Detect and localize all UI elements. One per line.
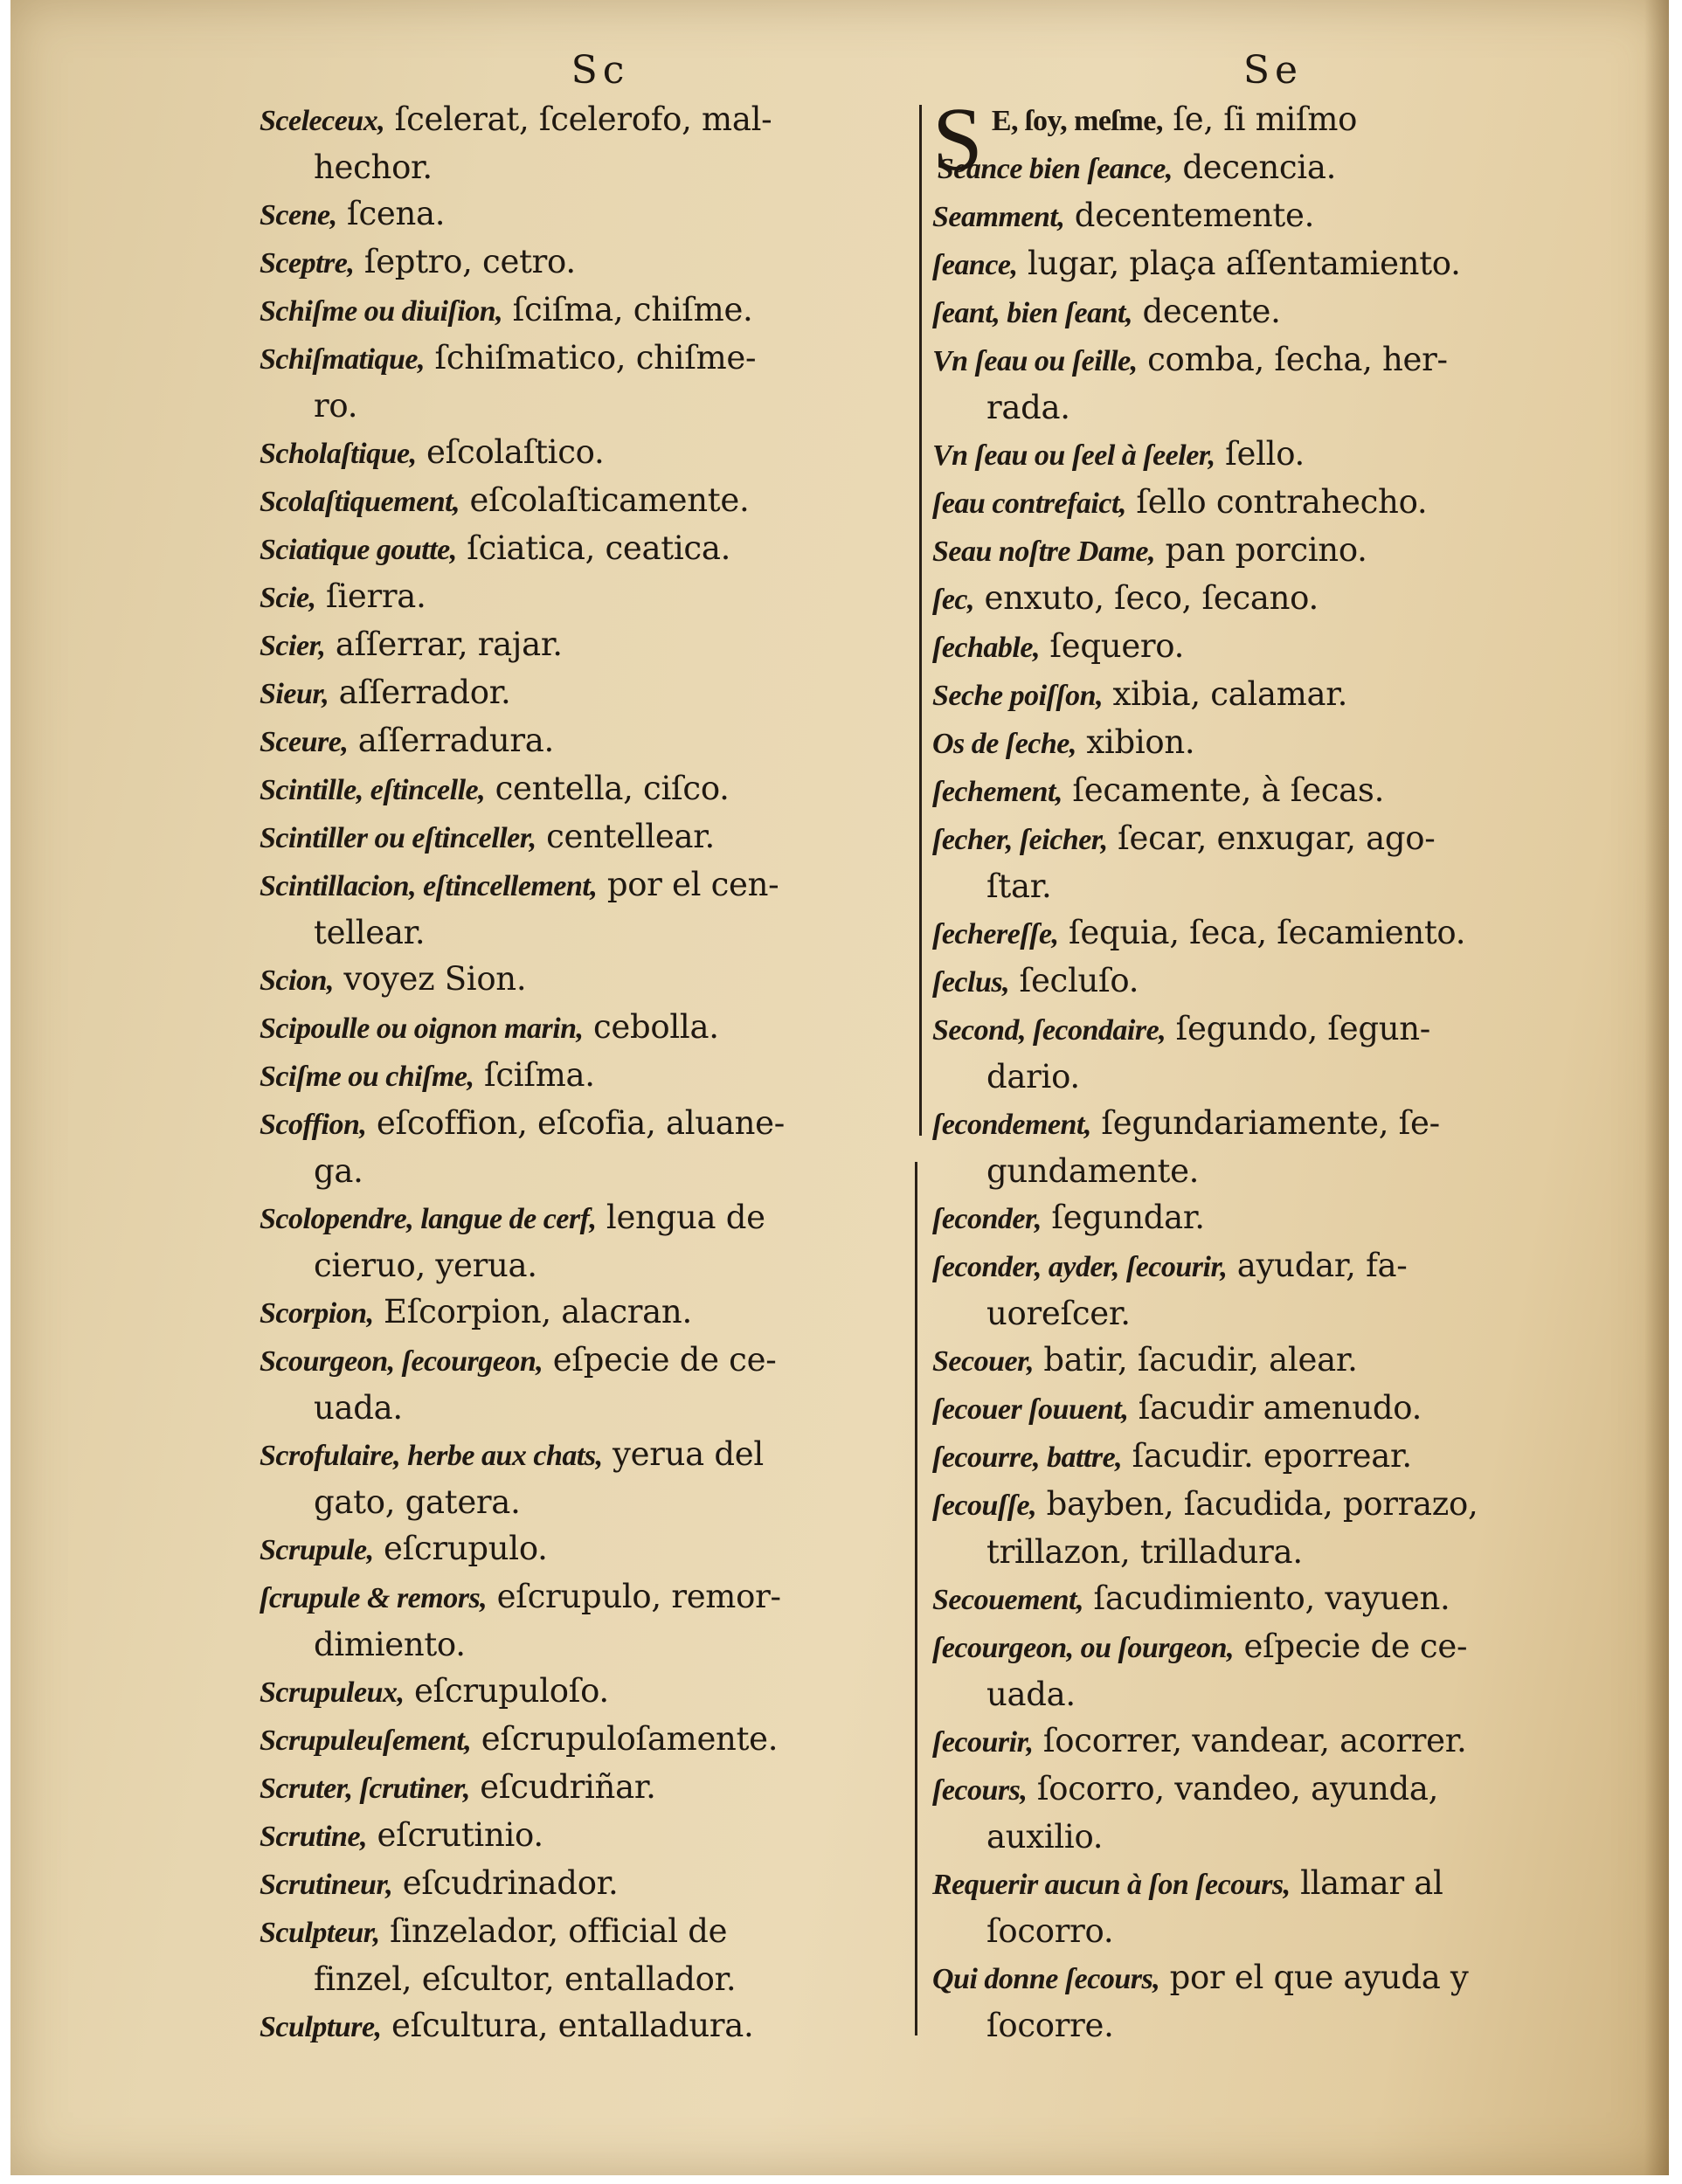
dictionary-entry	[260, 861, 941, 956]
dictionary-entry	[260, 621, 941, 669]
dictionary-entry	[260, 1004, 941, 1052]
translation-continuation: uada.	[986, 1676, 1076, 1713]
translation: aſſerrar, rajar.	[325, 625, 563, 663]
dictionary-entry	[260, 1668, 941, 1716]
headword: Vn ſeau ou ſeel à ſeeler,	[932, 439, 1215, 472]
translation: ſecluſo.	[1009, 962, 1139, 999]
headword: Vn ſeau ou ſeille,	[932, 345, 1138, 377]
translation: aſſerrador.	[329, 674, 511, 711]
dictionary-entry	[932, 767, 1614, 815]
translation: ſacudir amenudo.	[1128, 1389, 1422, 1427]
dictionary-entry	[260, 813, 941, 861]
translation: llamar al	[1290, 1864, 1443, 1902]
translation-continuation: ſocorre.	[986, 2007, 1114, 2044]
dictionary-entry	[260, 2002, 941, 2050]
dictionary-entry	[932, 1623, 1614, 1717]
dictionary-entry	[260, 1764, 941, 1812]
translation: por el que ayuda y	[1159, 1959, 1469, 1996]
translation: ſegundar.	[1041, 1199, 1205, 1236]
headword: ſechereſſe,	[932, 918, 1059, 950]
headword: Sculpteur,	[260, 1917, 380, 1949]
translation-continuation: rada.	[986, 389, 1070, 426]
translation: ſecar, enxugar, ago-	[1107, 819, 1436, 857]
translation: eſcoffion, eſcofia, aluane-	[366, 1104, 785, 1142]
dictionary-entry	[260, 190, 941, 238]
translation-continuation: uoreſcer.	[986, 1295, 1131, 1332]
translation: ſinzelador, official de	[379, 1912, 728, 1950]
translation: ſegundariamente, ſe-	[1090, 1104, 1440, 1142]
entries-left	[260, 96, 941, 2050]
headword: Scruter, ſcrutiner,	[260, 1773, 470, 1805]
headword: ſechement,	[932, 776, 1062, 808]
translation: eſcrupulo, remor-	[487, 1578, 781, 1615]
translation: ſocorro, vandeo, ayunda,	[1027, 1770, 1439, 1807]
translation: ſcelerat, ſcelerofo, mal-	[384, 100, 772, 138]
translation: enxuto, ſeco, ſecano.	[974, 579, 1319, 617]
translation: eſcrupuloſo.	[404, 1672, 609, 1710]
dictionary-entry	[932, 192, 1614, 240]
headword: Scoffion,	[260, 1109, 367, 1141]
headword: Sceleceux,	[260, 105, 385, 137]
headword: Scrupuleuſement,	[260, 1724, 472, 1757]
dictionary-entry	[932, 431, 1614, 479]
translation: ſequero.	[1039, 627, 1185, 665]
dictionary-entry	[260, 669, 941, 717]
headword: Scrofulaire, herbe aux chats,	[260, 1440, 603, 1472]
dictionary-entry	[932, 144, 1614, 192]
dictionary-entry	[260, 1908, 941, 2002]
translation: comba, ſecha, her-	[1137, 341, 1448, 378]
headword: Scene,	[260, 199, 337, 232]
dictionary-entry	[932, 1575, 1614, 1623]
dictionary-entry	[260, 956, 941, 1004]
translation: ſciſma, chiſme.	[502, 291, 753, 328]
headword: Scion,	[260, 964, 334, 997]
dictionary-entry	[932, 671, 1614, 719]
translation: ſocorrer, vandear, acorrer.	[1033, 1722, 1467, 1759]
headword: ſecours,	[932, 1774, 1028, 1807]
translation: cebolla.	[583, 1008, 719, 1046]
translation: eſcrutinio.	[367, 1816, 543, 1854]
headword: ſeant, bien ſeant,	[932, 297, 1132, 329]
dictionary-entry	[932, 1481, 1614, 1575]
headword: Sceure,	[260, 726, 349, 758]
headword: Sceptre,	[260, 247, 355, 280]
column-header-left: Sc	[571, 48, 630, 93]
headword: Seau noſtre Dame,	[932, 536, 1155, 568]
headword: Seche poiſſon,	[932, 680, 1104, 712]
dictionary-entry	[932, 1242, 1614, 1337]
dictionary-entry	[932, 1006, 1614, 1100]
translation-continuation: gato, gatera.	[314, 1483, 521, 1521]
translation: eſpecie de ce-	[543, 1341, 777, 1379]
translation: eſcultura, entalladura.	[381, 2007, 754, 2044]
translation-continuation: finzel, eſcultor, entallador.	[314, 1960, 737, 1998]
translation: voyez Sion.	[333, 960, 527, 998]
dictionary-entry	[932, 1337, 1614, 1385]
headword: Scolaſtiquement,	[260, 486, 460, 518]
headword: ſecourir,	[932, 1726, 1034, 1759]
dictionary-entry	[932, 1433, 1614, 1481]
headword: ſeclus,	[932, 966, 1010, 999]
translation: centella, ciſco.	[485, 770, 730, 807]
translation: eſcrupuloſamente.	[471, 1720, 779, 1758]
translation: centellear.	[536, 818, 715, 855]
dictionary-entry	[932, 957, 1614, 1006]
translation: yerua del	[602, 1435, 764, 1473]
dictionary-entry	[260, 1573, 941, 1668]
translation-continuation: trillazon, trilladura.	[986, 1533, 1303, 1571]
dictionary-entry	[932, 719, 1614, 767]
headword: Scrutine,	[260, 1821, 368, 1853]
dictionary-entry	[260, 573, 941, 621]
dictionary-entry	[260, 335, 941, 429]
translation: decentemente.	[1064, 197, 1315, 234]
headword: Seance bien ſeance,	[937, 153, 1173, 185]
dictionary-entry	[932, 288, 1614, 336]
dictionary-entry	[260, 1716, 941, 1764]
headword: Secouer,	[932, 1345, 1034, 1378]
headword: Scrutineur,	[260, 1869, 393, 1901]
dictionary-entry	[932, 1194, 1614, 1242]
dictionary-entry	[932, 623, 1614, 671]
translation: decente.	[1132, 293, 1281, 330]
dictionary-entry	[260, 1194, 941, 1289]
headword: Sciatique goutte,	[260, 534, 457, 566]
dictionary-entry	[260, 1525, 941, 1573]
translation: ſciſma.	[474, 1056, 595, 1094]
translation: decencia.	[1172, 149, 1337, 186]
dictionary-entry	[932, 1717, 1614, 1766]
headword: ſecher, ſeicher,	[932, 824, 1108, 856]
translation: eſpecie de ce-	[1234, 1628, 1468, 1665]
headword: Os de ſeche,	[932, 728, 1076, 760]
translation: por el cen-	[597, 866, 779, 903]
translation: ſciatica, ceatica.	[456, 529, 731, 567]
headword: Scie,	[260, 582, 316, 614]
headword: Sciſme ou chiſme,	[260, 1061, 474, 1093]
headword: Sieur,	[260, 678, 329, 710]
dictionary-entry	[932, 909, 1614, 957]
headword: ſeance,	[932, 249, 1018, 281]
translation: ſequia, ſeca, ſecamiento.	[1058, 914, 1466, 951]
translation: pan porcino.	[1155, 531, 1367, 569]
headword: Second, ſecondaire,	[932, 1014, 1166, 1047]
dictionary-entry	[260, 525, 941, 573]
headword: Sculpture,	[260, 2011, 382, 2043]
column-header-right: Se	[1242, 48, 1304, 93]
headword: ſecourre, battre,	[932, 1441, 1123, 1474]
dictionary-entry	[260, 429, 941, 477]
translation: eſcudrinador.	[392, 1864, 619, 1902]
headword: Scorpion,	[260, 1297, 374, 1330]
dictionary-entry	[260, 765, 941, 813]
translation: eſcudriñar.	[469, 1768, 656, 1806]
translation: ſcena.	[336, 195, 446, 232]
translation: lengua de	[596, 1199, 765, 1236]
dictionary-entry	[932, 815, 1614, 909]
translation-continuation: ro.	[314, 387, 358, 425]
translation-continuation: ſocorro.	[986, 1912, 1114, 1950]
translation: eſcolaſticamente.	[460, 481, 750, 519]
translation-continuation: dimiento.	[314, 1626, 466, 1663]
drop-cap: S	[932, 89, 983, 190]
headword: Requerir aucun à ſon ſecours,	[932, 1869, 1291, 1901]
headword: ſec,	[932, 584, 975, 616]
dictionary-entry	[932, 240, 1614, 288]
dictionary-entry	[932, 527, 1614, 575]
headword: Scipoulle ou oignon marin,	[260, 1013, 584, 1045]
translation: ſacudir. eporrear.	[1122, 1437, 1412, 1475]
translation: ayudar, fa-	[1227, 1247, 1408, 1284]
dictionary-entry	[260, 1860, 941, 1908]
headword: Schiſme ou diuiſion,	[260, 295, 503, 328]
dictionary-entry	[932, 1954, 1614, 2049]
dictionary-entry	[260, 96, 941, 190]
headword: ſecouſſe,	[932, 1489, 1037, 1522]
dictionary-entry	[260, 717, 941, 765]
translation: ſeptro, cetro.	[354, 243, 576, 280]
dictionary-entry	[932, 336, 1614, 431]
headword: ſecourgeon, ou ſourgeon,	[932, 1632, 1235, 1664]
dictionary-entry	[932, 1860, 1614, 1954]
headword: Secouement,	[932, 1584, 1083, 1616]
translation: batir, ſacudir, alear.	[1033, 1341, 1358, 1379]
dictionary-entry	[260, 287, 941, 335]
dictionary-entry	[260, 1052, 941, 1100]
translation: xibia, calamar.	[1103, 675, 1348, 713]
translation-continuation: gundamente.	[986, 1152, 1200, 1190]
translation: ſegundo, ſegun-	[1166, 1010, 1431, 1047]
translation-continuation: hechor.	[314, 149, 433, 186]
dictionary-entry	[260, 238, 941, 287]
dictionary-entry	[260, 477, 941, 525]
translation: xibion.	[1076, 723, 1195, 761]
translation: Eſcorpion, alacran.	[373, 1293, 692, 1330]
headword: Scrupule,	[260, 1534, 374, 1566]
headword: Scholaſtique,	[260, 438, 417, 470]
headword: Scintiller ou eſtinceller,	[260, 822, 536, 854]
headword: ſcrupule & remors,	[260, 1582, 488, 1614]
headword: Scolopendre, langue de cerf,	[260, 1203, 597, 1235]
headword: ſecouer ſouuent,	[932, 1393, 1129, 1426]
dictionary-entry	[932, 479, 1614, 527]
dictionary-entry	[932, 1766, 1614, 1860]
headword: Schiſmatique,	[260, 343, 426, 376]
headword: ſeconder,	[932, 1203, 1042, 1235]
headword: Scrupuleux,	[260, 1676, 405, 1709]
translation-continuation: cieruo, yerua.	[314, 1247, 537, 1284]
translation: aſſerradura.	[348, 722, 554, 759]
translation-continuation: auxilio.	[986, 1818, 1104, 1856]
translation-continuation: ga.	[314, 1152, 363, 1190]
translation-continuation: dario.	[986, 1058, 1080, 1095]
headword: Scintillacion, eſtincellement,	[260, 870, 598, 902]
dictionary-entry	[260, 1337, 941, 1431]
dictionary-entry	[260, 1812, 941, 1860]
translation-continuation: tellear.	[314, 914, 426, 951]
translation: ſchiſmatico, chiſme-	[425, 339, 757, 377]
translation: lugar, plaça aſſentamiento.	[1017, 245, 1461, 282]
translation-continuation: uada.	[314, 1389, 403, 1427]
translation: ſello.	[1215, 435, 1305, 473]
translation-continuation: ſtar.	[986, 867, 1052, 905]
book-page	[10, 0, 1669, 2175]
translation: ſello contrahecho.	[1125, 483, 1428, 521]
dictionary-entry	[260, 1431, 941, 1525]
headword: Scintille, eſtincelle,	[260, 774, 486, 806]
column-right	[932, 0, 1614, 2140]
translation: ſe, ſi miſmo	[1162, 100, 1358, 138]
dictionary-entry	[932, 575, 1614, 623]
headword: Scier,	[260, 630, 326, 662]
translation: bayben, ſacudida, porrazo,	[1036, 1485, 1478, 1523]
headword: Seamment,	[932, 201, 1065, 233]
translation: ſierra.	[315, 577, 426, 615]
translation: eſcolaſtico.	[416, 433, 605, 471]
column-left	[260, 0, 941, 2140]
translation: eſcrupulo.	[373, 1530, 548, 1567]
translation: ſecamente, à ſecas.	[1062, 771, 1385, 809]
dictionary-entry	[260, 1289, 941, 1337]
headword: Qui donne ſecours,	[932, 1963, 1160, 1995]
headword: ſeau contrefaict,	[932, 487, 1126, 520]
headword: ſeconder, ayder, ſecourir,	[932, 1251, 1228, 1283]
translation: ſacudimiento, vayuen.	[1083, 1579, 1450, 1617]
headword: E, ſoy, meſme,	[991, 105, 1163, 137]
headword: Scourgeon, ſecourgeon,	[260, 1345, 543, 1378]
headword: ſecondement,	[932, 1109, 1091, 1141]
headword: ſechable,	[932, 632, 1040, 664]
dictionary-entry	[932, 1385, 1614, 1433]
dictionary-entry	[932, 1100, 1614, 1194]
entries-right	[932, 89, 1614, 2049]
dictionary-entry	[260, 1100, 941, 1194]
